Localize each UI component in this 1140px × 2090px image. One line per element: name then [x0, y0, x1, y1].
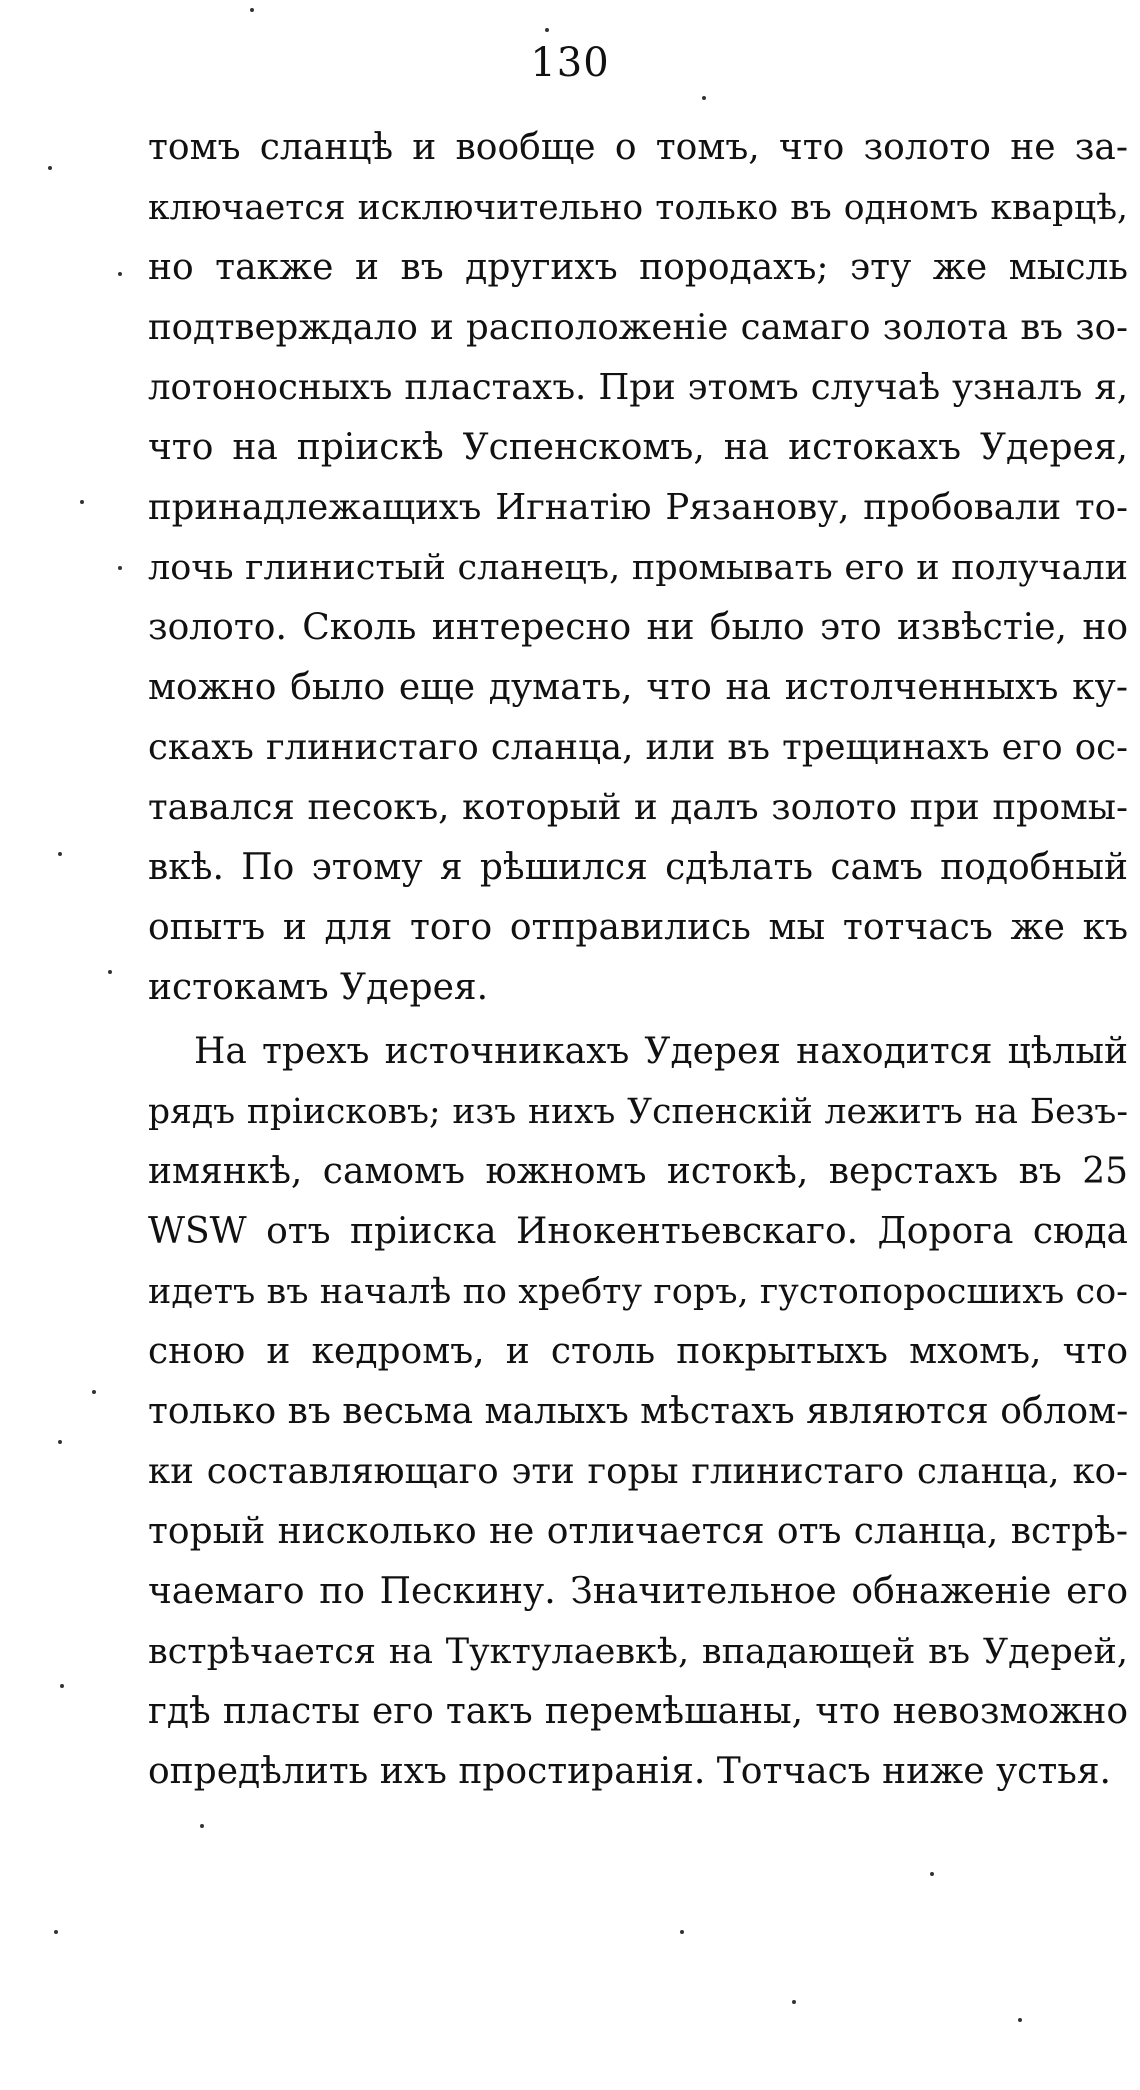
- text-line: лочь глинистый сланецъ, промывать его и получали: [148, 548, 1128, 588]
- text-line: идетъ въ началѣ по хребту горъ, густопоросшихъ со-: [148, 1272, 1128, 1312]
- text-line: опытъ и для того отправились мы тотчасъ же къ: [148, 907, 1128, 948]
- text-line: принадлежащихъ Игнатію Рязанову, пробовали то-: [148, 487, 1128, 528]
- scan-speck: [930, 1872, 934, 1876]
- scan-speck: [702, 96, 706, 100]
- scan-speck: [92, 1390, 96, 1394]
- text-line: золото. Сколь интересно ни было это извѣстіе, но: [148, 607, 1128, 648]
- text-line: подтверждало и расположеніе самаго золота въ зо-: [148, 307, 1128, 348]
- scan-speck: [250, 8, 254, 12]
- text-line: лотоносныхъ пластахъ. При этомъ случаѣ узналъ я,: [148, 367, 1128, 408]
- text-line: только въ весьма малыхъ мѣстахъ являются облом-: [148, 1391, 1128, 1432]
- text-line: опредѣлить ихъ простиранія. Тотчасъ ниже устья.: [148, 1751, 1111, 1792]
- text-line: сною и кедромъ, и столь покрытыхъ мхомъ, что: [148, 1331, 1128, 1372]
- scan-speck: [118, 272, 122, 276]
- scan-speck: [545, 28, 549, 32]
- scan-speck: [200, 1824, 204, 1828]
- paragraph-2: [148, 1022, 1128, 1802]
- scan-speck: [80, 500, 84, 504]
- scan-speck: [792, 2000, 796, 2004]
- text-line: ки составляющаго эти горы глинистаго сланца, ко-: [148, 1451, 1128, 1492]
- text-line: можно было еще думать, что на истолченныхъ ку-: [148, 667, 1128, 708]
- text-line: имянкѣ, самомъ южномъ истокѣ, верстахъ въ 25: [148, 1151, 1128, 1192]
- text-line: тавался песокъ, который и далъ золото при промы-: [148, 787, 1128, 828]
- text-line: что на пріискѣ Успенскомъ, на истокахъ Удерея,: [148, 427, 1128, 468]
- text-line: вкѣ. По этому я рѣшился сдѣлать самъ подобный: [148, 847, 1128, 888]
- text-line: истокамъ Удерея.: [148, 967, 489, 1008]
- scan-speck: [118, 566, 122, 570]
- text-line: торый нисколько не отличается отъ сланца, встрѣ-: [148, 1511, 1128, 1552]
- text-line: На трехъ источникахъ Удерея находится цѣлый: [194, 1031, 1128, 1072]
- scan-speck: [48, 166, 52, 170]
- scan-speck: [58, 1440, 62, 1444]
- text-line: гдѣ пласты его такъ перемѣшаны, что невозможно: [148, 1691, 1128, 1732]
- scan-speck: [60, 1684, 64, 1688]
- text-line: ключается исключительно только въ одномъ кварцѣ,: [148, 188, 1128, 228]
- scan-speck: [1018, 2018, 1022, 2022]
- text-line: томъ сланцѣ и вообще о томъ, что золото не за-: [148, 127, 1128, 168]
- text-line: встрѣчается на Туктулаевкѣ, впадающей въ Удерей,: [148, 1632, 1128, 1672]
- scan-speck: [108, 970, 112, 974]
- text-line: рядъ пріисковъ; изъ нихъ Успенскій лежитъ на Безъ-: [148, 1092, 1128, 1132]
- text-line: WSW отъ пріиска Инокентьевскаго. Дорога сюда: [148, 1211, 1128, 1252]
- page-number: 130: [530, 40, 610, 86]
- text-line: но также и въ другихъ породахъ; эту же мысль: [148, 247, 1128, 288]
- scan-speck: [680, 1930, 684, 1934]
- scan-speck: [54, 1930, 58, 1934]
- scan-speck: [58, 852, 62, 856]
- text-line: скахъ глинистаго сланца, или въ трещинахъ его ос-: [148, 727, 1128, 768]
- text-line: чаемаго по Пескину. Значительное обнаженіе его: [148, 1571, 1128, 1612]
- paragraph-1: [148, 118, 1128, 1018]
